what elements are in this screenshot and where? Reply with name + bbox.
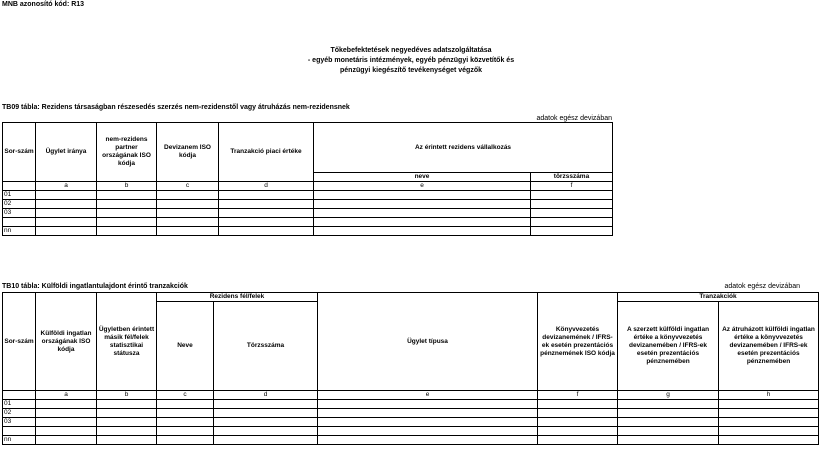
letter-cell: a xyxy=(36,391,97,400)
row-label: nn xyxy=(3,227,36,236)
data-cell[interactable] xyxy=(214,400,318,409)
data-cell[interactable] xyxy=(157,200,219,209)
data-cell[interactable] xyxy=(36,400,97,409)
col-header-a: Ügylet iránya xyxy=(36,123,97,182)
data-cell[interactable] xyxy=(214,427,318,436)
letter-cell: e xyxy=(314,182,531,191)
data-cell[interactable] xyxy=(157,418,214,427)
data-cell[interactable] xyxy=(157,227,219,236)
data-cell[interactable] xyxy=(318,418,538,427)
data-cell[interactable] xyxy=(97,400,157,409)
row-label: 02 xyxy=(3,409,36,418)
data-cell[interactable] xyxy=(531,209,613,218)
data-cell[interactable] xyxy=(719,409,819,418)
col-header-h: Az átruházott külföldi ingatlan értéke a könyvvezetés devizanemében / IFRS-ek esetén prezentációs pénznemében xyxy=(719,302,819,391)
table-row xyxy=(3,227,613,236)
letter-cell: b xyxy=(97,391,157,400)
col-header-f: Könyvvezetés devizanemének / IFRS-ek esetén prezentációs pénznemének ISO kódja xyxy=(538,293,618,391)
letter-cell: h xyxy=(719,391,819,400)
col-header-g: A szerzett külföldi ingatlan értéke a könyvvezetés devizanemében / IFRS-ek esetén prezentációs pénznemében xyxy=(618,302,719,391)
data-cell[interactable] xyxy=(618,400,719,409)
data-cell[interactable] xyxy=(36,191,97,200)
letter-cell: a xyxy=(36,182,97,191)
data-cell[interactable] xyxy=(36,409,97,418)
col-group-header: Az érintett rezidens vállalkozás xyxy=(314,123,613,173)
data-cell[interactable] xyxy=(314,218,531,227)
data-cell[interactable] xyxy=(618,409,719,418)
report-title xyxy=(200,46,622,76)
table-row xyxy=(3,400,819,409)
col-header-d: Tranzakció piaci értéke xyxy=(219,123,314,182)
data-cell[interactable] xyxy=(214,436,318,445)
data-cell[interactable] xyxy=(97,227,157,236)
data-cell[interactable] xyxy=(531,200,613,209)
data-cell[interactable] xyxy=(618,436,719,445)
col-header-c: Devizanem ISO kódja xyxy=(157,123,219,182)
form-code: MNB azonosító kód: R13 xyxy=(2,1,85,8)
data-cell[interactable] xyxy=(538,418,618,427)
data-cell[interactable] xyxy=(97,218,157,227)
data-cell[interactable] xyxy=(719,400,819,409)
col-header-b: Ügyletben érintett másik fél/felek statisztikai státusza xyxy=(97,293,157,391)
table-row xyxy=(3,418,819,427)
data-cell[interactable] xyxy=(538,400,618,409)
col-header-b: nem-rezidens partner országának ISO kódja xyxy=(97,123,157,182)
col-header-c: Neve xyxy=(157,302,214,391)
data-cell[interactable] xyxy=(36,209,97,218)
data-cell[interactable] xyxy=(157,436,214,445)
row-label xyxy=(3,218,36,227)
row-label: 03 xyxy=(3,209,36,218)
data-cell[interactable] xyxy=(314,209,531,218)
data-cell[interactable] xyxy=(318,427,538,436)
data-cell[interactable] xyxy=(36,227,97,236)
row-label: 02 xyxy=(3,200,36,209)
letter-cell xyxy=(3,391,36,400)
data-cell[interactable] xyxy=(314,227,531,236)
tb09-unit-note: adatok egész devizában xyxy=(536,115,612,122)
letter-cell: b xyxy=(97,182,157,191)
data-cell[interactable] xyxy=(157,209,219,218)
letter-cell xyxy=(3,182,36,191)
letter-cell: c xyxy=(157,182,219,191)
col-header-e: neve xyxy=(314,173,531,182)
col-header-d: Törzsszáma xyxy=(214,302,318,391)
data-cell[interactable] xyxy=(314,191,531,200)
data-cell[interactable] xyxy=(36,218,97,227)
title-line: Tőkebefektetések negyedéves adatszolgáltatása xyxy=(330,47,492,54)
data-cell[interactable] xyxy=(318,409,538,418)
col-header-e: Ügylet típusa xyxy=(318,293,538,391)
data-cell[interactable] xyxy=(157,400,214,409)
data-cell[interactable] xyxy=(219,200,314,209)
data-cell[interactable] xyxy=(157,427,214,436)
row-label xyxy=(3,427,36,436)
col-header-a: Külföldi ingatlan országának ISO kódja xyxy=(36,293,97,391)
row-label: 01 xyxy=(3,191,36,200)
letter-cell: e xyxy=(318,391,538,400)
data-cell[interactable] xyxy=(97,409,157,418)
data-cell[interactable] xyxy=(97,436,157,445)
table-row xyxy=(3,218,613,227)
table-row xyxy=(3,200,613,209)
data-cell[interactable] xyxy=(538,409,618,418)
data-cell[interactable] xyxy=(219,227,314,236)
data-cell[interactable] xyxy=(219,218,314,227)
data-cell[interactable] xyxy=(314,200,531,209)
table-row xyxy=(3,436,819,445)
data-cell[interactable] xyxy=(538,427,618,436)
col-header-sorszam: Sor-szám xyxy=(3,293,36,391)
letter-cell: f xyxy=(538,391,618,400)
letter-cell: f xyxy=(531,182,613,191)
row-label: nn xyxy=(3,436,36,445)
data-cell[interactable] xyxy=(97,418,157,427)
data-cell[interactable] xyxy=(719,418,819,427)
data-cell[interactable] xyxy=(318,436,538,445)
col-header-f: törzsszáma xyxy=(531,173,613,182)
data-cell[interactable] xyxy=(538,436,618,445)
tb09-title: TB09 tábla: Rezidens társaságban részesedés szerzés nem-rezidenstől vagy átruházás nem-rezidensnek xyxy=(2,104,350,111)
col-group-header: Tranzakciók xyxy=(618,293,819,302)
data-cell[interactable] xyxy=(531,227,613,236)
data-cell[interactable] xyxy=(97,200,157,209)
data-cell[interactable] xyxy=(36,427,97,436)
data-cell[interactable] xyxy=(531,191,613,200)
tb10-unit-note: adatok egész devizában xyxy=(724,283,800,290)
data-cell[interactable] xyxy=(36,200,97,209)
letter-cell: d xyxy=(214,391,318,400)
col-header-sorszam: Sor-szám xyxy=(3,123,36,182)
data-cell[interactable] xyxy=(157,218,219,227)
letter-cell: c xyxy=(157,391,214,400)
table-row xyxy=(3,191,613,200)
data-cell[interactable] xyxy=(719,436,819,445)
data-cell[interactable] xyxy=(157,191,219,200)
data-cell[interactable] xyxy=(214,409,318,418)
title-line: - egyéb monetáris intézmények, egyéb pénzügyi közvetítők és xyxy=(307,57,515,64)
title-line: pénzügyi kiegészítő tevékenységet végzők xyxy=(340,67,482,74)
tb10-title: TB10 tábla: Külföldi ingatlantulajdont érintő tranzakciók xyxy=(2,283,188,290)
data-cell[interactable] xyxy=(157,409,214,418)
table-row xyxy=(3,409,819,418)
tb09-table xyxy=(2,122,613,236)
col-group-header: Rezidens fél/felek xyxy=(157,293,318,302)
letter-cell: d xyxy=(219,182,314,191)
data-cell[interactable] xyxy=(36,418,97,427)
table-row xyxy=(3,209,613,218)
data-cell[interactable] xyxy=(219,191,314,200)
data-cell[interactable] xyxy=(531,218,613,227)
data-cell[interactable] xyxy=(97,209,157,218)
data-cell[interactable] xyxy=(36,436,97,445)
data-cell[interactable] xyxy=(719,427,819,436)
data-cell[interactable] xyxy=(618,418,719,427)
data-cell[interactable] xyxy=(97,427,157,436)
data-cell[interactable] xyxy=(318,400,538,409)
data-cell[interactable] xyxy=(219,209,314,218)
row-label: 03 xyxy=(3,418,36,427)
table-row xyxy=(3,427,819,436)
row-label: 01 xyxy=(3,400,36,409)
letter-cell: g xyxy=(618,391,719,400)
data-cell[interactable] xyxy=(214,418,318,427)
tb10-table xyxy=(2,292,819,445)
data-cell[interactable] xyxy=(97,191,157,200)
data-cell[interactable] xyxy=(618,427,719,436)
